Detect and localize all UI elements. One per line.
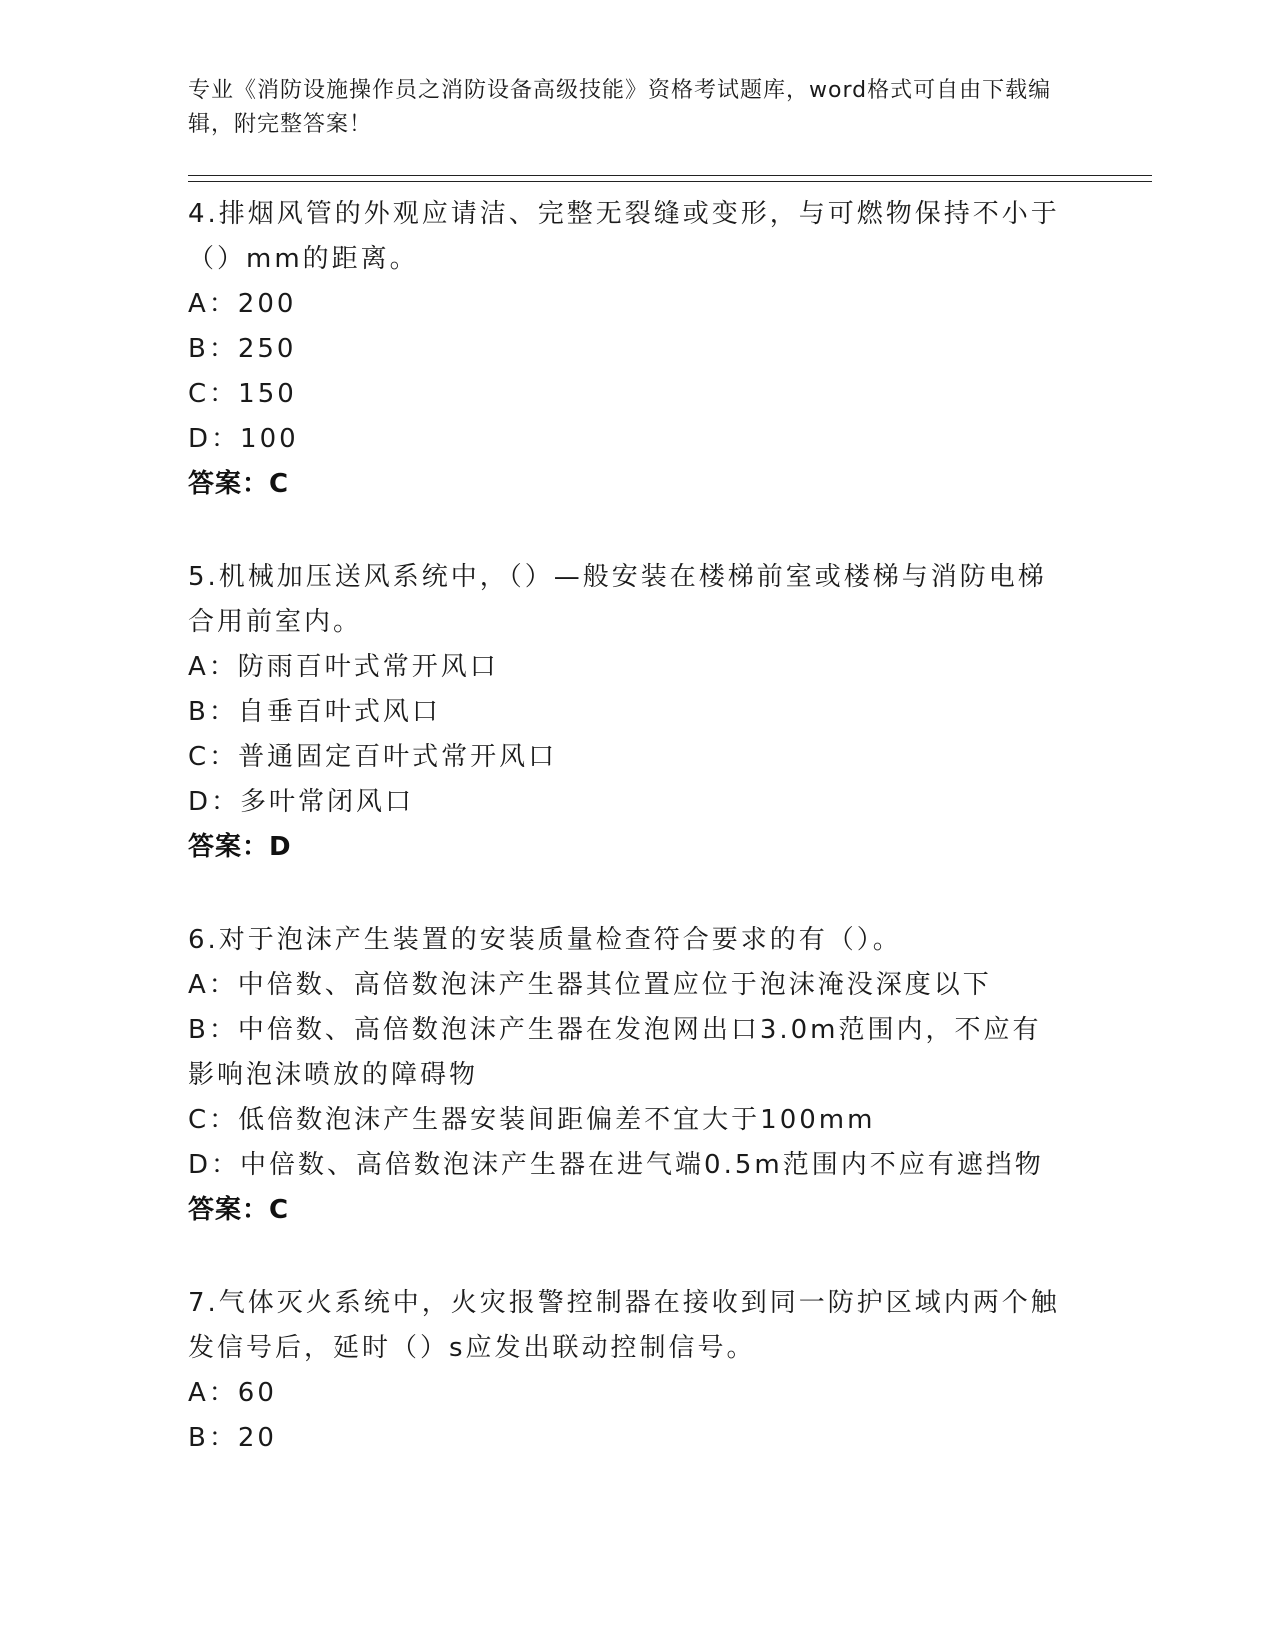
question-list (188, 192, 1068, 1461)
question-5 (188, 555, 1068, 870)
question-stem: 5.机械加压送风系统中，（）—般安装在楼梯前室或楼梯与消防电梯合用前室内。 (188, 562, 1047, 637)
question-stem: 4.排烟风管的外观应请洁、完整无裂缝或变形，与可燃物保持不小于（）mm的距离。 (188, 199, 1060, 274)
answer-line: 答案：D (188, 832, 292, 862)
header-rule-bottom (188, 181, 1152, 182)
answer-line: 答案：C (188, 1195, 290, 1225)
question-gap (188, 870, 1068, 918)
document-header: 专业《消防设施操作员之消防设备高级技能》资格考试题库，word格式可自由下载编辑，附完整答案！ (188, 78, 1052, 137)
option-c: C：普通固定百叶式常开风口 (188, 742, 558, 772)
option-a: A：中倍数、高倍数泡沫产生器其位置应位于泡沫淹没深度以下 (188, 970, 992, 1000)
option-d: D：100 (188, 424, 299, 454)
question-stem: 7.气体灭火系统中，火灾报警控制器在接收到同一防护区域内两个触发信号后，延时（）s应发出联动控制信号。 (188, 1288, 1060, 1363)
option-d: D：多叶常闭风口 (188, 787, 415, 817)
option-a: A：60 (188, 1378, 277, 1408)
option-a: A：200 (188, 289, 297, 319)
option-d: D：中倍数、高倍数泡沫产生器在进气端0.5m范围内不应有遮挡物 (188, 1150, 1044, 1180)
answer-line: 答案：C (188, 469, 290, 499)
option-c: C：150 (188, 379, 297, 409)
option-a: A：防雨百叶式常开风口 (188, 652, 499, 682)
question-4 (188, 192, 1068, 507)
option-b: B：250 (188, 334, 297, 364)
option-c: C：低倍数泡沫产生器安装间距偏差不宜大于100mm (188, 1105, 876, 1135)
option-b: B：中倍数、高倍数泡沫产生器在发泡网出口3.0m范围内，不应有影响泡沫喷放的障碍物 (188, 1015, 1042, 1090)
option-b: B：自垂百叶式风口 (188, 697, 441, 727)
question-stem: 6.对于泡沫产生装置的安装质量检查符合要求的有（）。 (188, 925, 902, 955)
question-gap (188, 507, 1068, 555)
question-7 (188, 1281, 1068, 1461)
option-b: B：20 (188, 1423, 277, 1453)
header-rule-top (188, 175, 1152, 176)
question-6 (188, 918, 1068, 1233)
question-gap (188, 1233, 1068, 1281)
